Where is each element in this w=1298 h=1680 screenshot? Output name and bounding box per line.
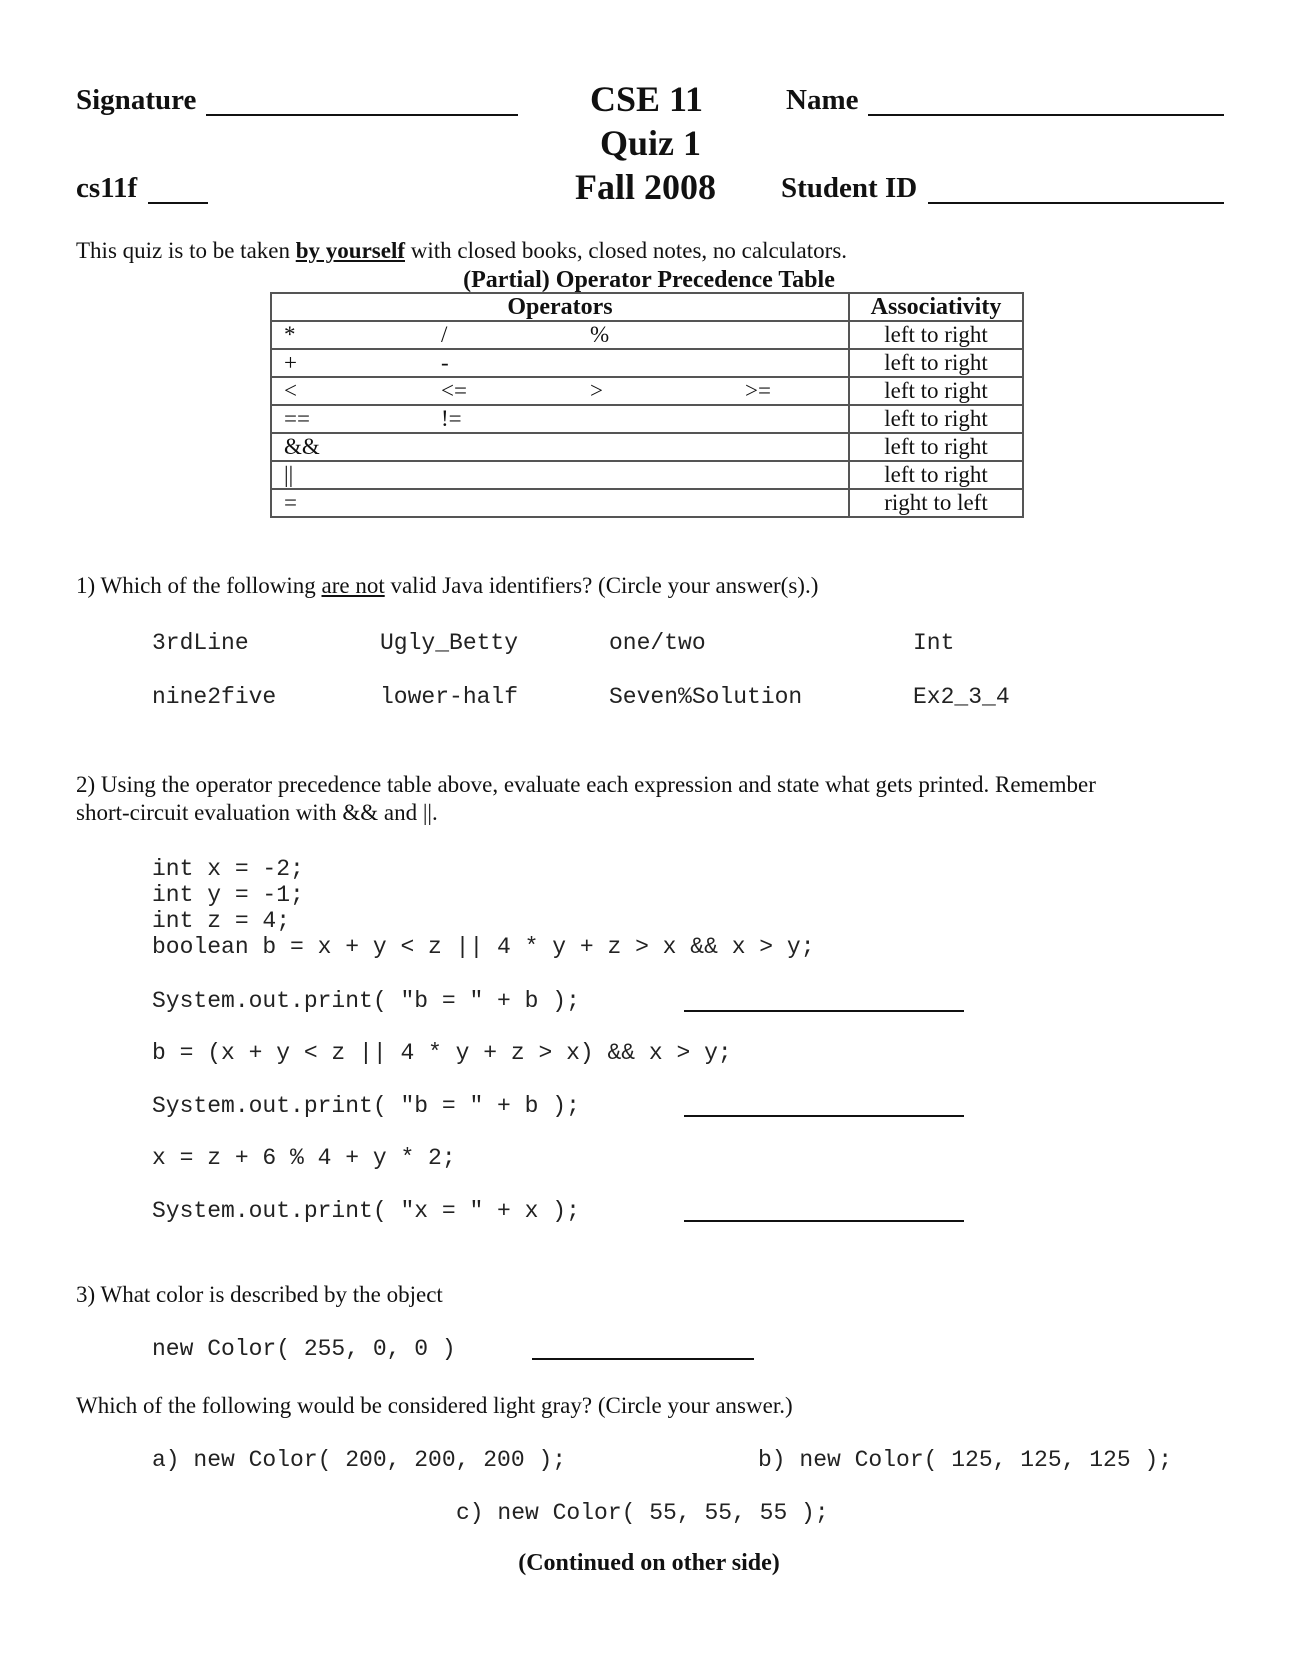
code-line: int x = -2; bbox=[152, 856, 304, 882]
identifier-option[interactable]: Seven%Solution bbox=[609, 684, 803, 710]
precedence-row bbox=[271, 433, 1023, 461]
operators-cell bbox=[271, 489, 849, 517]
student-id-label: Student ID bbox=[781, 172, 918, 204]
operator: / bbox=[441, 322, 448, 347]
code-line: x = z + 6 % 4 + y * 2; bbox=[152, 1145, 456, 1171]
operator: > bbox=[590, 378, 603, 403]
associativity-cell: left to right bbox=[849, 377, 1023, 405]
col-associativity: Associativity bbox=[849, 293, 1023, 321]
operators-cell bbox=[271, 321, 849, 349]
operator: - bbox=[441, 350, 449, 375]
precedence-row bbox=[271, 377, 1023, 405]
name-line[interactable] bbox=[868, 114, 1224, 116]
operator: % bbox=[590, 322, 610, 347]
quiz-title: Quiz 1 bbox=[600, 123, 702, 163]
code-line: new Color( 255, 0, 0 ) bbox=[152, 1336, 456, 1362]
operator: >= bbox=[745, 378, 771, 403]
operator: && bbox=[284, 434, 320, 459]
precedence-row bbox=[271, 349, 1023, 377]
operators-cell bbox=[271, 405, 849, 433]
operators-cell bbox=[271, 461, 849, 489]
identifier-option[interactable]: Ugly_Betty bbox=[380, 630, 519, 656]
operator: * bbox=[284, 322, 296, 347]
precedence-table bbox=[270, 292, 1024, 518]
answer-line-4[interactable] bbox=[532, 1358, 754, 1360]
precedence-row bbox=[271, 321, 1023, 349]
operator: || bbox=[284, 462, 294, 487]
code-line: int z = 4; bbox=[152, 908, 291, 934]
identifier-option[interactable]: lower-half bbox=[380, 684, 519, 710]
student-id-line[interactable] bbox=[928, 202, 1224, 204]
answer-line-3[interactable] bbox=[684, 1220, 964, 1222]
answer-line-1[interactable] bbox=[684, 1010, 964, 1012]
associativity-cell: left to right bbox=[849, 321, 1023, 349]
associativity-cell: left to right bbox=[849, 433, 1023, 461]
color-option-a[interactable]: a) new Color( 200, 200, 200 ); bbox=[152, 1447, 567, 1473]
q1-prompt: 1) Which of the following are not valid Java identifiers? (Circle your answer(s).) bbox=[76, 573, 819, 598]
identifier-option[interactable]: 3rdLine bbox=[152, 630, 249, 656]
login-label: cs11f bbox=[76, 172, 138, 204]
q2-prompt-line1: 2) Using the operator precedence table above, evaluate each expression and state what gets printed. Remember bbox=[76, 772, 1096, 797]
operators-cell bbox=[271, 433, 849, 461]
precedence-row bbox=[271, 405, 1023, 433]
operator: <= bbox=[441, 378, 467, 403]
associativity-cell: right to left bbox=[849, 489, 1023, 517]
associativity-cell: left to right bbox=[849, 405, 1023, 433]
code-line: int y = -1; bbox=[152, 882, 304, 908]
operator: + bbox=[284, 350, 297, 375]
operator: < bbox=[284, 378, 297, 403]
operator: != bbox=[441, 406, 462, 431]
code-line: System.out.print( "b = " + b ); bbox=[152, 1093, 580, 1119]
q2-prompt-line2: short-circuit evaluation with && and ||. bbox=[76, 800, 438, 825]
identifier-option[interactable]: Ex2_3_4 bbox=[913, 684, 1010, 710]
identifier-option[interactable]: Int bbox=[913, 630, 955, 656]
color-option-b[interactable]: b) new Color( 125, 125, 125 ); bbox=[758, 1447, 1173, 1473]
color-option-c[interactable]: c) new Color( 55, 55, 55 ); bbox=[456, 1500, 829, 1526]
table-title: (Partial) Operator Precedence Table bbox=[463, 267, 835, 293]
continued-note: (Continued on other side) bbox=[518, 1550, 780, 1576]
login-line[interactable] bbox=[148, 202, 208, 204]
precedence-row bbox=[271, 489, 1023, 517]
identifier-option[interactable]: one/two bbox=[609, 630, 706, 656]
instructions: This quiz is to be taken by yourself with closed books, closed notes, no calculators. bbox=[76, 238, 848, 263]
name-label: Name bbox=[786, 84, 859, 116]
operator: = bbox=[284, 490, 297, 515]
code-line: System.out.print( "b = " + b ); bbox=[152, 988, 580, 1014]
precedence-row bbox=[271, 461, 1023, 489]
code-line: b = (x + y < z || 4 * y + z > x) && x > y; bbox=[152, 1040, 732, 1066]
operators-cell bbox=[271, 349, 849, 377]
signature-label: Signature bbox=[76, 84, 197, 116]
col-operators: Operators bbox=[271, 293, 849, 321]
operator: == bbox=[284, 406, 310, 431]
signature-line[interactable] bbox=[206, 114, 518, 116]
identifier-option[interactable]: nine2five bbox=[152, 684, 277, 710]
code-line: boolean b = x + y < z || 4 * y + z > x && x > y; bbox=[152, 934, 815, 960]
q3-prompt: 3) What color is described by the object bbox=[76, 1282, 443, 1307]
q3-prompt-2: Which of the following would be considered light gray? (Circle your answer.) bbox=[76, 1393, 793, 1418]
term-title: Fall 2008 bbox=[575, 167, 716, 207]
course-title: CSE 11 bbox=[590, 79, 704, 119]
associativity-cell: left to right bbox=[849, 461, 1023, 489]
operators-cell bbox=[271, 377, 849, 405]
associativity-cell: left to right bbox=[849, 349, 1023, 377]
answer-line-2[interactable] bbox=[684, 1115, 964, 1117]
code-line: System.out.print( "x = " + x ); bbox=[152, 1198, 580, 1224]
